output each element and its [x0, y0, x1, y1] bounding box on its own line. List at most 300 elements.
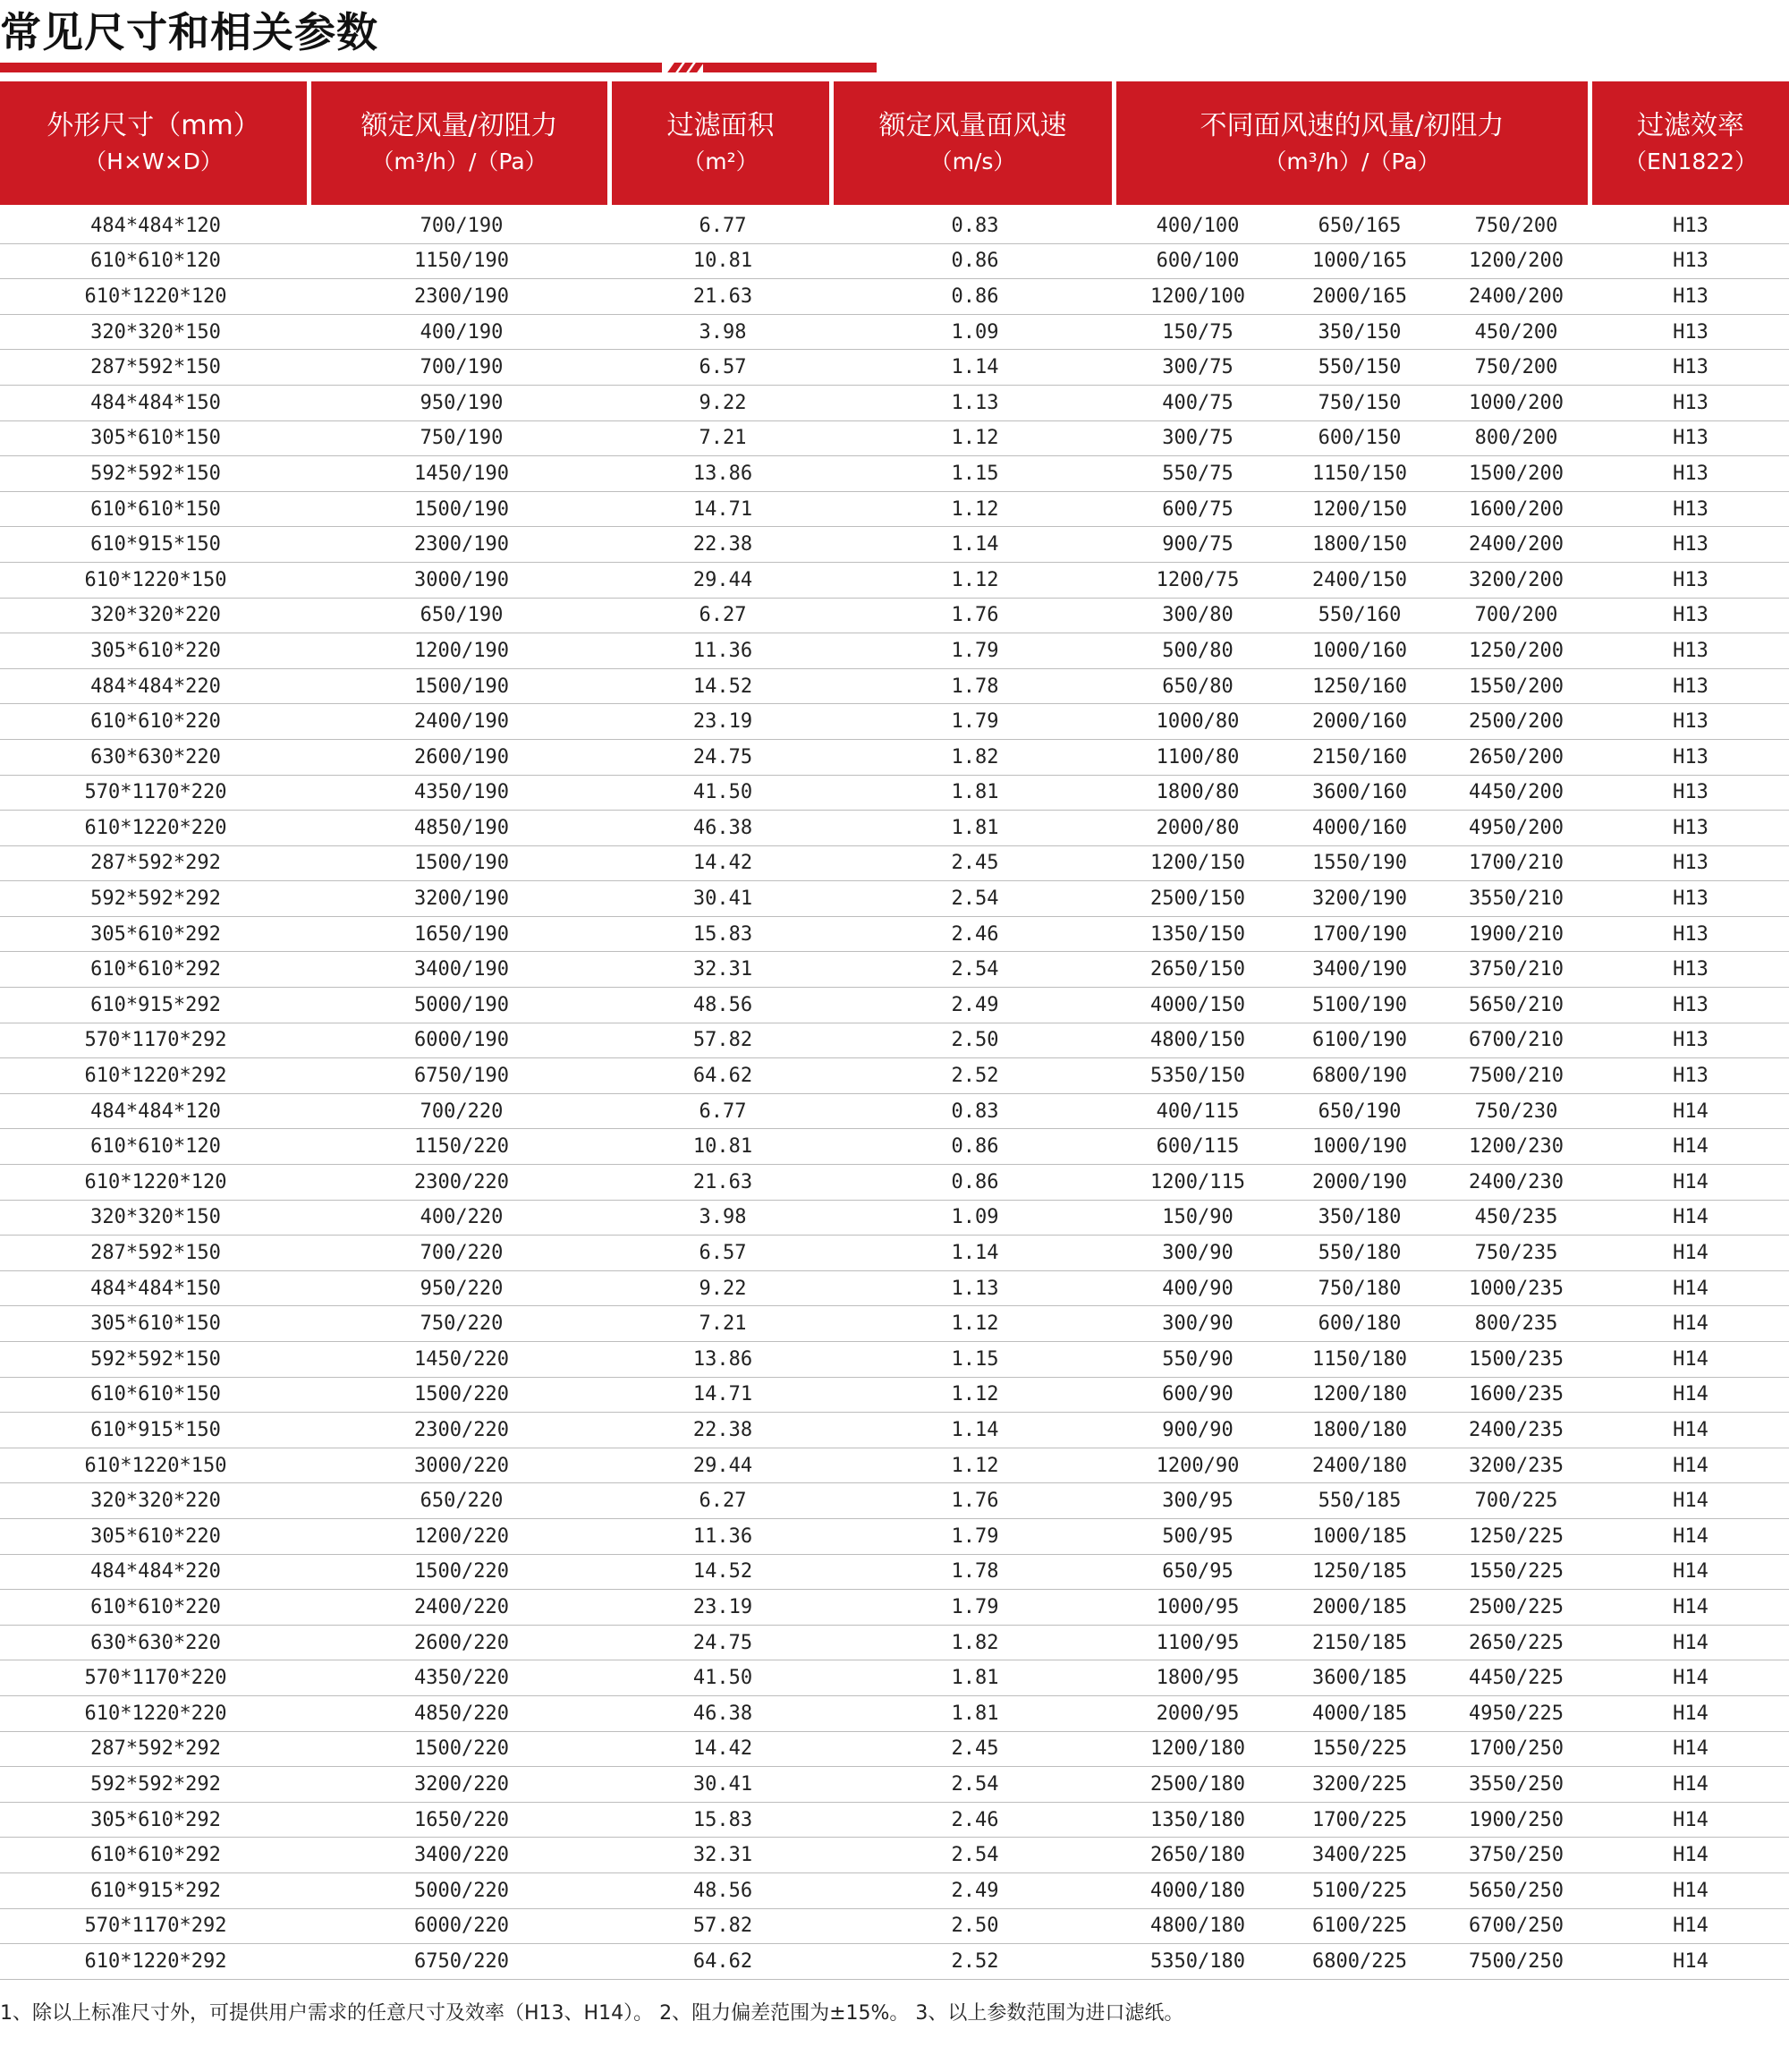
table-cell: 1.12	[834, 421, 1116, 457]
table-cell: 900/90	[1116, 1413, 1279, 1448]
table-cell: 3400/190	[311, 952, 612, 988]
table-cell: 570*1170*220	[0, 776, 311, 811]
table-cell: H13	[1592, 1058, 1789, 1094]
table-cell: 610*915*150	[0, 527, 311, 563]
table-cell: 1200/115	[1116, 1165, 1279, 1201]
table-cell: H13	[1592, 633, 1789, 669]
table-cell: 6700/210	[1440, 1023, 1592, 1059]
table-cell: 450/200	[1440, 315, 1592, 351]
table-cell: 2500/225	[1440, 1590, 1592, 1626]
table-row	[0, 1803, 1789, 1838]
table-cell: 287*592*292	[0, 1732, 311, 1768]
table-cell: 13.86	[612, 1342, 834, 1378]
table-cell: 0.86	[834, 1165, 1116, 1201]
table-row	[0, 1201, 1789, 1236]
table-cell: 1700/190	[1279, 917, 1440, 953]
table-cell: 1200/190	[311, 633, 612, 669]
table-cell: H14	[1592, 1165, 1789, 1201]
table-cell: 9.22	[612, 1271, 834, 1307]
table-cell: H13	[1592, 988, 1789, 1023]
table-cell: 2300/220	[311, 1413, 612, 1448]
table-cell: 300/75	[1116, 421, 1279, 457]
table-cell: 3750/210	[1440, 952, 1592, 988]
table-cell: 400/115	[1116, 1094, 1279, 1130]
table-cell: 1.14	[834, 1413, 1116, 1448]
table-cell: 1.12	[834, 1378, 1116, 1414]
table-row	[0, 1023, 1789, 1059]
table-cell: H14	[1592, 1236, 1789, 1271]
table-cell: H14	[1592, 1483, 1789, 1519]
table-cell: 1000/200	[1440, 386, 1592, 421]
table-cell: 1.12	[834, 563, 1116, 599]
table-cell: 2.52	[834, 1058, 1116, 1094]
table-cell: H14	[1592, 1555, 1789, 1591]
table-cell: 6.57	[612, 350, 834, 386]
table-row	[0, 1271, 1789, 1307]
table-cell: 9.22	[612, 386, 834, 421]
table-cell: 610*915*292	[0, 988, 311, 1023]
table-cell: 600/180	[1279, 1306, 1440, 1342]
table-cell: 1700/250	[1440, 1732, 1592, 1768]
table-cell: 305*610*220	[0, 1519, 311, 1555]
table-cell: 610*1220*120	[0, 1165, 311, 1201]
table-cell: 3000/190	[311, 563, 612, 599]
table-cell: 1600/235	[1440, 1378, 1592, 1414]
table-cell: H13	[1592, 492, 1789, 528]
table-cell: 1.81	[834, 776, 1116, 811]
table-cell: 4350/190	[311, 776, 612, 811]
table-cell: 4000/160	[1279, 811, 1440, 846]
table-cell: 2000/80	[1116, 811, 1279, 846]
table-cell: H14	[1592, 1803, 1789, 1838]
table-cell: H14	[1592, 1732, 1789, 1768]
table-cell: H14	[1592, 1271, 1789, 1307]
table-cell: 610*610*150	[0, 492, 311, 528]
table-cell: 2000/190	[1279, 1165, 1440, 1201]
table-cell: 1.12	[834, 1448, 1116, 1484]
table-cell: H13	[1592, 811, 1789, 846]
table-cell: 2400/235	[1440, 1413, 1592, 1448]
table-cell: 21.63	[612, 1165, 834, 1201]
table-cell: 64.62	[612, 1944, 834, 1980]
table-cell: 2150/185	[1279, 1626, 1440, 1661]
table-cell: 14.71	[612, 1378, 834, 1414]
table-cell: 610*610*220	[0, 1590, 311, 1626]
table-cell: 6.27	[612, 599, 834, 634]
table-cell: 6700/250	[1440, 1909, 1592, 1945]
table-cell: 500/80	[1116, 633, 1279, 669]
table-cell: 1350/180	[1116, 1803, 1279, 1838]
table-cell: H14	[1592, 1838, 1789, 1873]
header-filter-area: 过滤面积 （m²）	[612, 81, 834, 205]
table-cell: 800/200	[1440, 421, 1592, 457]
table-row	[0, 1129, 1789, 1165]
table-cell: 1.79	[834, 1590, 1116, 1626]
table-cell: 1500/220	[311, 1555, 612, 1591]
table-cell: 1500/190	[311, 492, 612, 528]
table-cell: 1.13	[834, 386, 1116, 421]
table-cell: 800/235	[1440, 1306, 1592, 1342]
table-cell: 2300/220	[311, 1165, 612, 1201]
table-cell: 23.19	[612, 1590, 834, 1626]
table-cell: 600/100	[1116, 244, 1279, 280]
table-cell: 1350/150	[1116, 917, 1279, 953]
table-cell: H13	[1592, 205, 1789, 244]
table-row	[0, 350, 1789, 386]
table-cell: 4800/150	[1116, 1023, 1279, 1059]
table-cell: 484*484*220	[0, 669, 311, 705]
table-cell: 1250/200	[1440, 633, 1592, 669]
table-cell: 1450/190	[311, 456, 612, 492]
table-row	[0, 1626, 1789, 1661]
table-row	[0, 1306, 1789, 1342]
table-cell: 1.14	[834, 527, 1116, 563]
table-cell: 2400/150	[1279, 563, 1440, 599]
table-cell: H13	[1592, 881, 1789, 917]
table-cell: 450/235	[1440, 1201, 1592, 1236]
table-row	[0, 740, 1789, 776]
table-cell: 1200/200	[1440, 244, 1592, 280]
table-cell: 4950/200	[1440, 811, 1592, 846]
table-cell: 4850/220	[311, 1696, 612, 1732]
table-cell: H13	[1592, 776, 1789, 811]
header-efficiency: 过滤效率 （EN1822）	[1592, 81, 1789, 205]
header-airflow-at-velocities: 不同面风速的风量/初阻力 （m³/h）/（Pa）	[1116, 81, 1592, 205]
table-cell: 2.46	[834, 917, 1116, 953]
table-row	[0, 988, 1789, 1023]
table-cell: 29.44	[612, 563, 834, 599]
table-cell: 1.76	[834, 599, 1116, 634]
table-cell: 41.50	[612, 1660, 834, 1696]
table-row	[0, 1413, 1789, 1448]
table-cell: 2400/200	[1440, 279, 1592, 315]
table-cell: 4000/150	[1116, 988, 1279, 1023]
table-cell: 3400/190	[1279, 952, 1440, 988]
table-cell: 1.14	[834, 350, 1116, 386]
table-row	[0, 917, 1789, 953]
table-cell: 700/190	[311, 205, 612, 244]
table-cell: 2.49	[834, 1873, 1116, 1909]
table-cell: 2400/180	[1279, 1448, 1440, 1484]
table-row	[0, 1236, 1789, 1271]
table-cell: 14.71	[612, 492, 834, 528]
table-cell: 1.15	[834, 1342, 1116, 1378]
table-cell: 13.86	[612, 456, 834, 492]
table-cell: 6.27	[612, 1483, 834, 1519]
table-cell: 1700/210	[1440, 846, 1592, 882]
table-cell: 3550/210	[1440, 881, 1592, 917]
table-cell: 6000/220	[311, 1909, 612, 1945]
table-row	[0, 279, 1789, 315]
table-cell: 300/90	[1116, 1306, 1279, 1342]
table-cell: 650/190	[311, 599, 612, 634]
table-cell: 2.54	[834, 952, 1116, 988]
table-cell: 700/200	[1440, 599, 1592, 634]
table-cell: 1.81	[834, 1696, 1116, 1732]
table-cell: 4350/220	[311, 1660, 612, 1696]
table-cell: 610*610*120	[0, 244, 311, 280]
table-cell: 5100/190	[1279, 988, 1440, 1023]
table-cell: 2000/185	[1279, 1590, 1440, 1626]
table-cell: 2500/150	[1116, 881, 1279, 917]
table-cell: 3200/190	[1279, 881, 1440, 917]
table-cell: 350/180	[1279, 1201, 1440, 1236]
table-cell: 484*484*150	[0, 1271, 311, 1307]
table-cell: 3600/160	[1279, 776, 1440, 811]
page-title: 常见尺寸和相关参数	[0, 8, 378, 56]
table-cell: 750/190	[311, 421, 612, 457]
table-cell: 7.21	[612, 1306, 834, 1342]
table-cell: 750/230	[1440, 1094, 1592, 1130]
table-row	[0, 1909, 1789, 1945]
table-cell: 350/150	[1279, 315, 1440, 351]
table-row	[0, 1519, 1789, 1555]
table-cell: 6100/190	[1279, 1023, 1440, 1059]
table-cell: 1800/150	[1279, 527, 1440, 563]
table-cell: 1200/150	[1116, 846, 1279, 882]
table-row	[0, 881, 1789, 917]
table-cell: 305*610*220	[0, 633, 311, 669]
table-cell: 3200/200	[1440, 563, 1592, 599]
table-cell: 1.15	[834, 456, 1116, 492]
table-cell: 6750/190	[311, 1058, 612, 1094]
table-cell: 320*320*150	[0, 1201, 311, 1236]
table-cell: 750/150	[1279, 386, 1440, 421]
table-cell: 2400/200	[1440, 527, 1592, 563]
table-cell: 750/180	[1279, 1271, 1440, 1307]
table-cell: 700/190	[311, 350, 612, 386]
table-cell: 2500/200	[1440, 704, 1592, 740]
table-cell: 300/75	[1116, 350, 1279, 386]
table-row	[0, 1378, 1789, 1414]
table-row	[0, 1660, 1789, 1696]
table-cell: H14	[1592, 1413, 1789, 1448]
table-row	[0, 811, 1789, 846]
table-cell: 1500/190	[311, 846, 612, 882]
table-cell: 1000/80	[1116, 704, 1279, 740]
table-cell: H14	[1592, 1519, 1789, 1555]
table-cell: 2400/230	[1440, 1165, 1592, 1201]
table-cell: 14.42	[612, 1732, 834, 1768]
table-cell: H14	[1592, 1378, 1789, 1414]
table-cell: 64.62	[612, 1058, 834, 1094]
table-cell: 610*610*150	[0, 1378, 311, 1414]
table-cell: 2400/190	[311, 704, 612, 740]
table-cell: 1.81	[834, 811, 1116, 846]
table-row	[0, 1767, 1789, 1803]
table-cell: 610*915*150	[0, 1413, 311, 1448]
table-row	[0, 386, 1789, 421]
table-cell: H13	[1592, 846, 1789, 882]
table-row	[0, 1838, 1789, 1873]
table-row	[0, 563, 1789, 599]
table-cell: 700/220	[311, 1236, 612, 1271]
table-cell: 7500/250	[1440, 1944, 1592, 1980]
table-cell: 950/220	[311, 1271, 612, 1307]
table-cell: 1500/190	[311, 669, 612, 705]
table-cell: 2.54	[834, 1838, 1116, 1873]
table-cell: H14	[1592, 1909, 1789, 1945]
table-row	[0, 1094, 1789, 1130]
table-cell: 2650/150	[1116, 952, 1279, 988]
table-cell: 2000/160	[1279, 704, 1440, 740]
table-cell: 1700/225	[1279, 1803, 1440, 1838]
table-cell: 700/220	[311, 1094, 612, 1130]
table-cell: 30.41	[612, 881, 834, 917]
table-cell: 1550/225	[1279, 1732, 1440, 1768]
table-cell: 700/225	[1440, 1483, 1592, 1519]
table-row	[0, 456, 1789, 492]
table-cell: 3750/250	[1440, 1838, 1592, 1873]
table-cell: H14	[1592, 1094, 1789, 1130]
table-cell: 1800/80	[1116, 776, 1279, 811]
table-cell: 2.54	[834, 881, 1116, 917]
table-row	[0, 633, 1789, 669]
table-cell: 1600/200	[1440, 492, 1592, 528]
table-cell: 1200/230	[1440, 1129, 1592, 1165]
table-cell: H14	[1592, 1342, 1789, 1378]
table-cell: 1200/150	[1279, 492, 1440, 528]
table-cell: H14	[1592, 1306, 1789, 1342]
table-cell: 1550/200	[1440, 669, 1592, 705]
table-cell: 1000/95	[1116, 1590, 1279, 1626]
table-cell: 1.79	[834, 1519, 1116, 1555]
table-cell: H13	[1592, 669, 1789, 705]
table-cell: 14.52	[612, 669, 834, 705]
table-cell: H13	[1592, 456, 1789, 492]
table-cell: 15.83	[612, 1803, 834, 1838]
table-cell: 484*484*120	[0, 1094, 311, 1130]
table-cell: 650/80	[1116, 669, 1279, 705]
table-cell: 150/90	[1116, 1201, 1279, 1236]
table-cell: 550/75	[1116, 456, 1279, 492]
title-underline-bar	[0, 63, 877, 72]
table-row	[0, 1483, 1789, 1519]
table-cell: 2.50	[834, 1909, 1116, 1945]
table-cell: 287*592*150	[0, 350, 311, 386]
table-cell: 1550/190	[1279, 846, 1440, 882]
table-cell: 1.79	[834, 704, 1116, 740]
table-cell: 2300/190	[311, 279, 612, 315]
table-cell: H13	[1592, 917, 1789, 953]
table-row	[0, 315, 1789, 351]
table-cell: 29.44	[612, 1448, 834, 1484]
table-cell: 1200/100	[1116, 279, 1279, 315]
table-cell: H13	[1592, 244, 1789, 280]
table-cell: 550/150	[1279, 350, 1440, 386]
table-cell: 1150/180	[1279, 1342, 1440, 1378]
table-cell: 11.36	[612, 633, 834, 669]
table-cell: 1250/225	[1440, 1519, 1592, 1555]
table-cell: 24.75	[612, 1626, 834, 1661]
table-cell: 3400/225	[1279, 1838, 1440, 1873]
table-cell: 2400/220	[311, 1590, 612, 1626]
table-row	[0, 1555, 1789, 1591]
table-cell: 1200/75	[1116, 563, 1279, 599]
table-row	[0, 205, 1789, 244]
table-cell: 1450/220	[311, 1342, 612, 1378]
table-cell: 1500/235	[1440, 1342, 1592, 1378]
header-rated-airflow: 额定风量/初阻力 （m³/h）/（Pa）	[311, 81, 612, 205]
table-row	[0, 952, 1789, 988]
table-cell: 750/200	[1440, 205, 1592, 244]
table-cell: H14	[1592, 1201, 1789, 1236]
table-cell: 2300/190	[311, 527, 612, 563]
table-cell: 1.78	[834, 669, 1116, 705]
table-cell: H14	[1592, 1767, 1789, 1803]
table-cell: 1650/190	[311, 917, 612, 953]
table-cell: 570*1170*292	[0, 1023, 311, 1059]
table-cell: 2600/190	[311, 740, 612, 776]
table-cell: H13	[1592, 350, 1789, 386]
table-cell: 2650/200	[1440, 740, 1592, 776]
table-cell: H13	[1592, 740, 1789, 776]
table-cell: 5350/150	[1116, 1058, 1279, 1094]
table-header	[0, 81, 1789, 205]
table-cell: 2000/95	[1116, 1696, 1279, 1732]
table-cell: 1200/220	[311, 1519, 612, 1555]
table-cell: 10.81	[612, 1129, 834, 1165]
table-cell: 3.98	[612, 1201, 834, 1236]
table-cell: 320*320*220	[0, 1483, 311, 1519]
table-cell: 1150/220	[311, 1129, 612, 1165]
table-cell: 650/95	[1116, 1555, 1279, 1591]
table-cell: 1150/190	[311, 244, 612, 280]
table-cell: 750/235	[1440, 1236, 1592, 1271]
table-cell: 6750/220	[311, 1944, 612, 1980]
table-cell: H13	[1592, 704, 1789, 740]
table-cell: 5000/190	[311, 988, 612, 1023]
table-cell: 1250/160	[1279, 669, 1440, 705]
table-cell: 600/150	[1279, 421, 1440, 457]
table-cell: 600/90	[1116, 1378, 1279, 1414]
table-cell: 1.09	[834, 315, 1116, 351]
table-row	[0, 1696, 1789, 1732]
table-cell: 0.83	[834, 205, 1116, 244]
table-cell: 2600/220	[311, 1626, 612, 1661]
table-cell: 30.41	[612, 1767, 834, 1803]
table-cell: 592*592*150	[0, 1342, 311, 1378]
table-cell: H14	[1592, 1626, 1789, 1661]
table-row	[0, 1165, 1789, 1201]
table-cell: 1900/250	[1440, 1803, 1592, 1838]
table-cell: 610*1220*292	[0, 1058, 311, 1094]
table-cell: 4450/225	[1440, 1660, 1592, 1696]
table-cell: H14	[1592, 1590, 1789, 1626]
table-cell: 320*320*150	[0, 315, 311, 351]
table-cell: H13	[1592, 279, 1789, 315]
table-cell: 550/180	[1279, 1236, 1440, 1271]
table-cell: 287*592*150	[0, 1236, 311, 1271]
table-cell: 6.77	[612, 1094, 834, 1130]
table-cell: H13	[1592, 421, 1789, 457]
table-cell: 610*610*292	[0, 1838, 311, 1873]
table-cell: 610*1220*220	[0, 1696, 311, 1732]
table-cell: 2.45	[834, 846, 1116, 882]
table-cell: 6.57	[612, 1236, 834, 1271]
table-row	[0, 527, 1789, 563]
table-cell: H13	[1592, 1023, 1789, 1059]
table-cell: 1100/80	[1116, 740, 1279, 776]
table-cell: 592*592*292	[0, 881, 311, 917]
table-row	[0, 1944, 1789, 1980]
table-cell: 610*1220*150	[0, 563, 311, 599]
table-cell: 300/95	[1116, 1483, 1279, 1519]
table-cell: 3200/225	[1279, 1767, 1440, 1803]
table-cell: 1000/160	[1279, 633, 1440, 669]
table-cell: 1.78	[834, 1555, 1116, 1591]
table-cell: 1.12	[834, 492, 1116, 528]
